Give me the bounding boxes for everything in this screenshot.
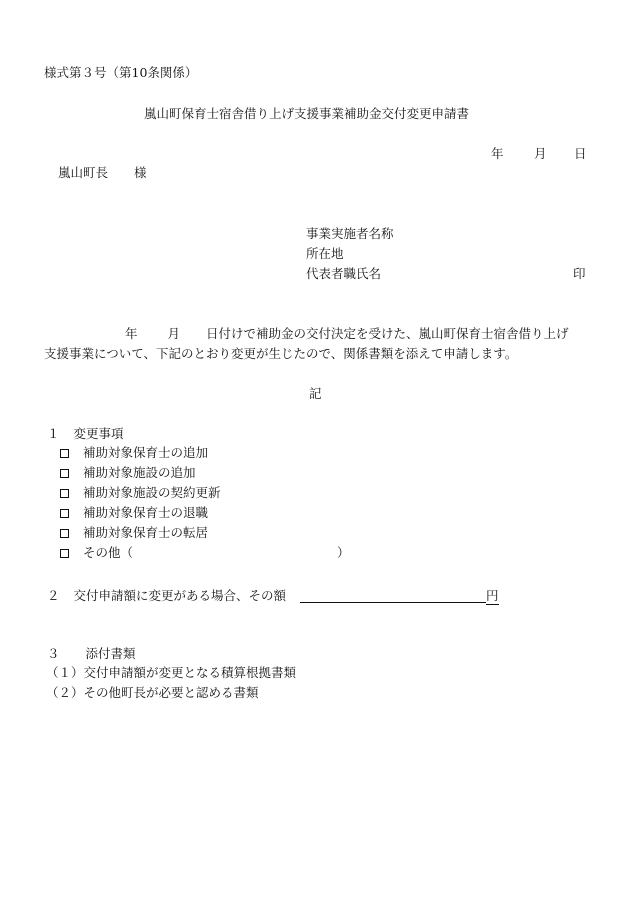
applicant-org-label: 事業実施者名称: [306, 226, 394, 241]
date-line: [491, 148, 587, 161]
applicant-rep-label: 代表者職氏名: [306, 266, 382, 281]
attachment-number: （２）: [46, 685, 84, 700]
attachment-item: [46, 687, 259, 700]
section-1-number: １: [47, 426, 60, 441]
checkbox[interactable]: [60, 529, 69, 538]
checkbox[interactable]: [60, 489, 69, 498]
checkbox[interactable]: [60, 469, 69, 478]
body-line-2: 支援事業について、下記のとおり変更が生じたので、関係書類を添えて申請します。: [44, 346, 518, 361]
change-item: [60, 447, 208, 460]
checkbox[interactable]: [60, 509, 69, 518]
body-month: 月: [167, 326, 181, 341]
section-3-heading: [47, 648, 136, 661]
attachment-text: 交付申請額が変更となる積算根拠書類: [83, 665, 297, 680]
section-2: [47, 588, 499, 605]
attachment-item: [46, 667, 296, 680]
change-item-label: 補助対象保育士の追加: [83, 445, 209, 460]
addressee-name: 嵐山町長: [58, 165, 109, 180]
change-item: [60, 527, 208, 540]
date-year: 年: [491, 146, 504, 161]
section-1-title: 変更事項: [73, 426, 124, 441]
attachment-text: その他町長が必要と認める書類: [83, 685, 259, 700]
section-3-title: 添付書類: [85, 646, 136, 661]
date-month: 月: [534, 146, 547, 161]
body-year: 年: [125, 326, 138, 341]
section-2-label: 交付申請額に変更がある場合、その額: [73, 588, 287, 603]
section-1-heading: [47, 428, 124, 441]
change-item: [60, 467, 196, 480]
change-item-label: 補助対象施設の契約更新: [83, 485, 221, 500]
amount-unit: 円: [486, 588, 499, 603]
amount-field[interactable]: [300, 588, 486, 603]
change-item: [60, 487, 221, 500]
seal-mark: 印: [573, 266, 586, 281]
change-item-label: 補助対象保育士の転居: [83, 525, 209, 540]
other-label: その他（: [83, 545, 134, 560]
document-title: 嵐山町保育士宿舎借り上げ支援事業補助金交付変更申請書: [144, 106, 470, 121]
change-item: [60, 507, 208, 520]
addressee: [58, 167, 147, 180]
checkbox[interactable]: [60, 449, 69, 458]
change-item-label: 補助対象保育士の退職: [83, 505, 209, 520]
section-2-number: ２: [47, 588, 60, 603]
date-day: 日: [574, 146, 587, 161]
form-number: 様式第３号（第10条関係）: [44, 65, 198, 80]
body-line-1: [125, 328, 569, 341]
attachment-number: （１）: [46, 665, 84, 680]
other-close-paren: ）: [337, 545, 350, 560]
change-item-label: 補助対象施設の追加: [83, 465, 196, 480]
ki-heading: 記: [309, 386, 322, 401]
applicant-address-label: 所在地: [306, 246, 344, 261]
section-3-number: ３: [47, 646, 60, 661]
checkbox[interactable]: [60, 549, 69, 558]
addressee-honorific: 様: [134, 165, 147, 180]
change-item-other: [60, 547, 133, 560]
body-line-1-text: 日付けで補助金の交付決定を受けた、嵐山町保育士宿舎借り上げ: [206, 326, 569, 341]
